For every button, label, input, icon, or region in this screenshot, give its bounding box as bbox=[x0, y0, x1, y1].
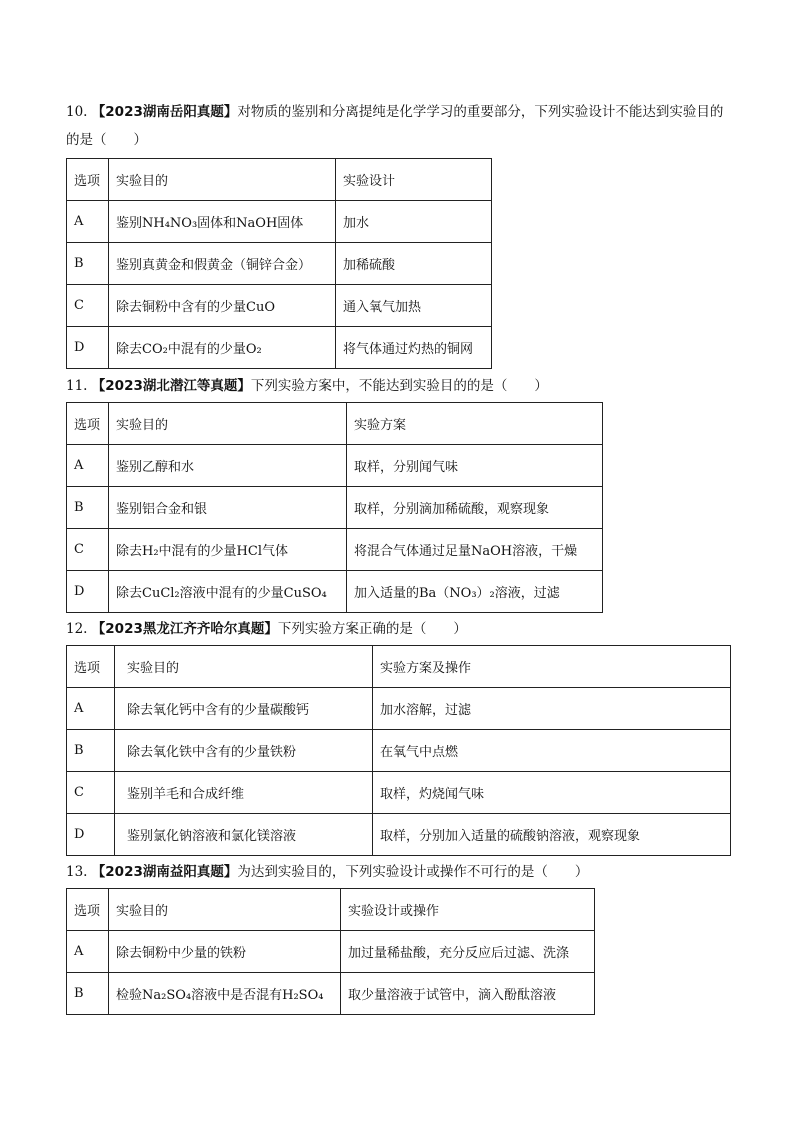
design-cell: 加过量稀盐酸，充分反应后过滤、洗涤 bbox=[341, 931, 595, 973]
question-text: 对物质的鉴别和分离提纯是化学学习的重要部分，下列实验设计不能达到实验目的的是（ ） bbox=[66, 104, 724, 148]
question-number: 10. bbox=[66, 104, 88, 120]
question-source-tag: 【2023湖南岳阳真题】 bbox=[91, 104, 238, 120]
purpose-cell: 除去CO₂中混有的少量O₂ bbox=[109, 327, 336, 369]
question-text: 为达到实验目的，下列实验设计或操作不可行的是（ ） bbox=[237, 864, 589, 880]
question-12-stem bbox=[66, 615, 736, 643]
purpose-cell: 鉴别铝合金和银 bbox=[109, 487, 347, 529]
question-11-stem bbox=[66, 372, 736, 400]
header-design: 实验设计或操作 bbox=[341, 889, 595, 931]
table-header-row bbox=[67, 159, 492, 201]
design-cell: 通入氧气加热 bbox=[336, 285, 492, 327]
option-letter: A bbox=[67, 445, 109, 487]
header-purpose: 实验目的 bbox=[109, 889, 341, 931]
header-option: 选项 bbox=[67, 889, 109, 931]
option-letter: A bbox=[67, 688, 115, 730]
option-letter: D bbox=[67, 814, 115, 856]
question-11-table bbox=[66, 402, 603, 613]
purpose-cell: 除去H₂中混有的少量HCl气体 bbox=[109, 529, 347, 571]
purpose-cell: 除去铜粉中含有的少量CuO bbox=[109, 285, 336, 327]
question-number: 12. bbox=[66, 621, 88, 637]
plan-cell: 在氧气中点燃 bbox=[373, 730, 731, 772]
design-cell: 取少量溶液于试管中，滴入酚酞溶液 bbox=[341, 973, 595, 1015]
design-cell: 将气体通过灼热的铜网 bbox=[336, 327, 492, 369]
purpose-cell: 鉴别羊毛和合成纤维 bbox=[115, 772, 373, 814]
header-option: 选项 bbox=[67, 159, 109, 201]
table-row bbox=[67, 931, 595, 973]
plan-cell: 取样，灼烧闻气味 bbox=[373, 772, 731, 814]
purpose-cell: 检验Na₂SO₄溶液中是否混有H₂SO₄ bbox=[109, 973, 341, 1015]
purpose-cell: 除去氧化铁中含有的少量铁粉 bbox=[115, 730, 373, 772]
header-purpose: 实验目的 bbox=[109, 159, 336, 201]
option-letter: A bbox=[67, 931, 109, 973]
plan-cell: 取样，分别闻气味 bbox=[347, 445, 603, 487]
table-row bbox=[67, 529, 603, 571]
purpose-cell: 除去氧化钙中含有的少量碳酸钙 bbox=[115, 688, 373, 730]
table-row bbox=[67, 730, 731, 772]
header-option: 选项 bbox=[67, 646, 115, 688]
purpose-cell: 鉴别NH₄NO₃固体和NaOH固体 bbox=[109, 201, 336, 243]
table-row bbox=[67, 201, 492, 243]
plan-cell: 加入适量的Ba（NO₃）₂溶液，过滤 bbox=[347, 571, 603, 613]
design-cell: 加水 bbox=[336, 201, 492, 243]
table-row bbox=[67, 487, 603, 529]
plan-cell: 加水溶解，过滤 bbox=[373, 688, 731, 730]
table-row bbox=[67, 571, 603, 613]
header-purpose: 实验目的 bbox=[109, 403, 347, 445]
plan-cell: 取样，分别加入适量的硫酸钠溶液，观察现象 bbox=[373, 814, 731, 856]
question-number: 13. bbox=[66, 864, 88, 880]
design-cell: 加稀硫酸 bbox=[336, 243, 492, 285]
question-number: 11. bbox=[66, 378, 88, 394]
header-plan: 实验方案 bbox=[347, 403, 603, 445]
purpose-cell: 除去CuCl₂溶液中混有的少量CuSO₄ bbox=[109, 571, 347, 613]
table-row bbox=[67, 285, 492, 327]
option-letter: B bbox=[67, 973, 109, 1015]
table-header-row bbox=[67, 889, 595, 931]
table-row bbox=[67, 814, 731, 856]
header-design: 实验设计 bbox=[336, 159, 492, 201]
option-letter: B bbox=[67, 730, 115, 772]
option-letter: B bbox=[67, 487, 109, 529]
purpose-cell: 鉴别真黄金和假黄金（铜锌合金） bbox=[109, 243, 336, 285]
option-letter: A bbox=[67, 201, 109, 243]
question-source-tag: 【2023黑龙江齐齐哈尔真题】 bbox=[91, 621, 278, 637]
table-row bbox=[67, 772, 731, 814]
option-letter: D bbox=[67, 571, 109, 613]
table-row bbox=[67, 327, 492, 369]
table-row bbox=[67, 688, 731, 730]
header-plan: 实验方案及操作 bbox=[373, 646, 731, 688]
question-10-stem bbox=[66, 98, 736, 154]
header-purpose: 实验目的 bbox=[115, 646, 373, 688]
question-13-stem bbox=[66, 858, 736, 886]
table-row bbox=[67, 973, 595, 1015]
table-header-row bbox=[67, 403, 603, 445]
option-letter: C bbox=[67, 772, 115, 814]
question-source-tag: 【2023湖南益阳真题】 bbox=[91, 864, 238, 880]
option-letter: B bbox=[67, 243, 109, 285]
purpose-cell: 鉴别氯化钠溶液和氯化镁溶液 bbox=[115, 814, 373, 856]
table-row bbox=[67, 445, 603, 487]
plan-cell: 将混合气体通过足量NaOH溶液，干燥 bbox=[347, 529, 603, 571]
table-row bbox=[67, 243, 492, 285]
purpose-cell: 除去铜粉中少量的铁粉 bbox=[109, 931, 341, 973]
option-letter: D bbox=[67, 327, 109, 369]
purpose-cell: 鉴别乙醇和水 bbox=[109, 445, 347, 487]
option-letter: C bbox=[67, 529, 109, 571]
question-text: 下列实验方案中，不能达到实验目的的是（ ） bbox=[250, 378, 548, 394]
question-13-table bbox=[66, 888, 595, 1015]
plan-cell: 取样，分别滴加稀硫酸，观察现象 bbox=[347, 487, 603, 529]
header-option: 选项 bbox=[67, 403, 109, 445]
option-letter: C bbox=[67, 285, 109, 327]
question-source-tag: 【2023湖北潜江等真题】 bbox=[91, 378, 251, 394]
question-12-table bbox=[66, 645, 731, 856]
question-text: 下列实验方案正确的是（ ） bbox=[277, 621, 467, 637]
table-header-row bbox=[67, 646, 731, 688]
question-10-table bbox=[66, 158, 492, 369]
